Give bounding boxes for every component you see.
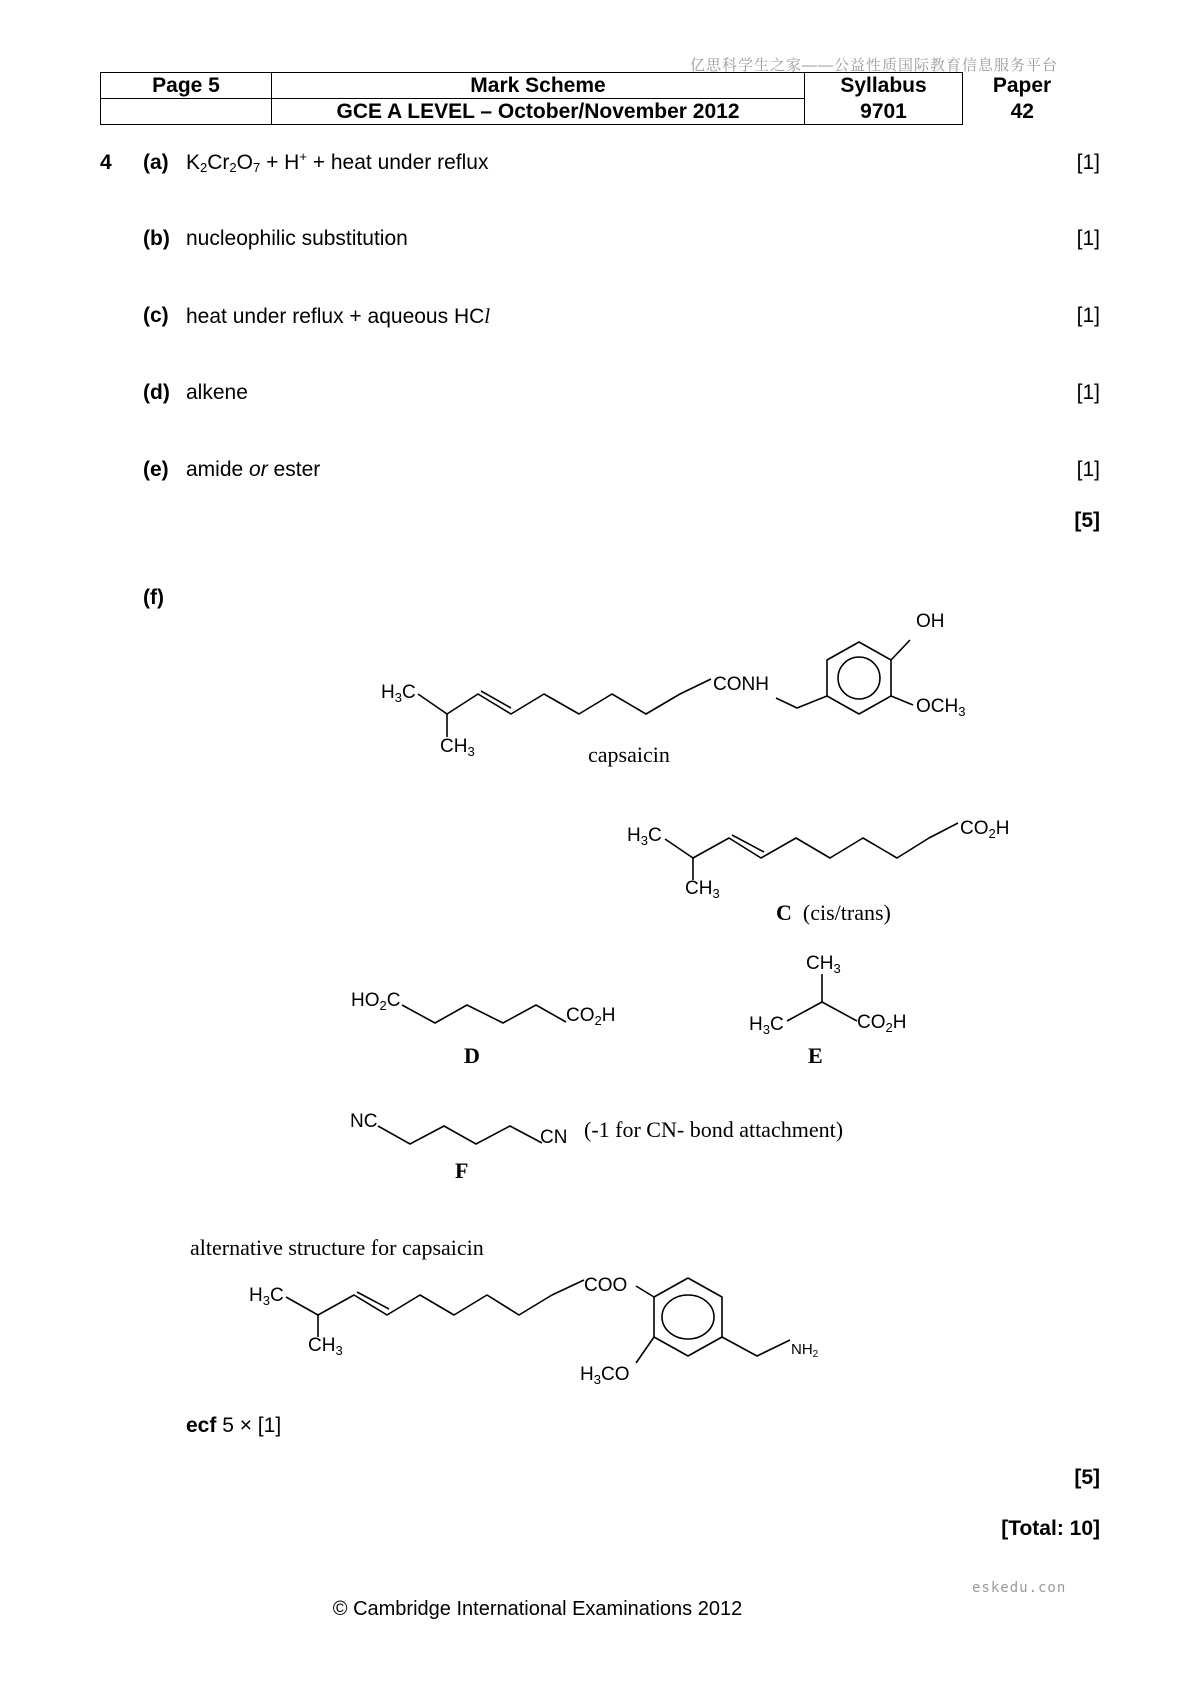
ecf-rest: 5 × [1] xyxy=(216,1414,282,1437)
alt-structure-caption: alternative structure for capsaicin xyxy=(190,1235,484,1260)
part-d-label: (d) xyxy=(143,381,170,404)
structure-d-ho2c: $HO_2C$ xyxy=(351,990,401,1013)
part-e-text-b: ester xyxy=(267,458,321,481)
structure-c-co2h: $CO_2H$ xyxy=(960,818,1010,841)
structure-c-ch3: $CH_3$ xyxy=(685,878,720,901)
capsaicin-structure xyxy=(418,640,913,737)
part-b-text: nucleophilic substitution xyxy=(186,227,408,250)
capsaicin-h3c: $H_3C$ xyxy=(381,682,416,705)
part-f-label: (f) xyxy=(143,586,164,609)
watermark-bottom: eskedu.con xyxy=(972,1580,1067,1596)
structure-d xyxy=(402,1005,566,1023)
structure-e-ch3: $CH_3$ xyxy=(806,953,841,976)
header-page: Page 5 xyxy=(101,73,272,99)
structure-e-label: E xyxy=(808,1043,823,1068)
part-b-label: (b) xyxy=(143,227,170,250)
part-b-mark: [1] xyxy=(1076,227,1100,250)
structure-f-label: F xyxy=(455,1158,469,1183)
part-d-mark: [1] xyxy=(1076,381,1100,404)
structure-f xyxy=(378,1126,542,1144)
header-syllabus-label: Syllabus xyxy=(805,73,963,99)
header-paper: 42 xyxy=(1010,100,1034,123)
capsaicin-och3: $OCH_3$ xyxy=(916,696,966,719)
part-d-text: alkene xyxy=(186,381,248,404)
part-e-text-or: or xyxy=(249,458,268,481)
total: [Total: 10] xyxy=(1001,1517,1100,1540)
capsaicin-conh: CONH xyxy=(713,674,769,695)
ecf-line xyxy=(186,1413,281,1439)
structure-e xyxy=(787,974,857,1021)
capsaicin-name: capsaicin xyxy=(588,742,670,767)
structure-e-h3c: $H_3C$ xyxy=(749,1014,784,1037)
part-a-label: (a) xyxy=(143,151,169,174)
structure-d-co2h: $CO_2H$ xyxy=(566,1005,616,1028)
structure-c-h3c: $H_3C$ xyxy=(627,825,662,848)
part-c-text-main: heat under reflux + aqueous HC xyxy=(186,305,485,328)
structure-f-note: (-1 for CN- bond attachment) xyxy=(584,1117,844,1142)
header-paper-label: Paper xyxy=(992,74,1052,97)
part-c-text-l: l xyxy=(484,304,491,328)
part-e-text-a: amide xyxy=(186,458,250,481)
part-c-label: (c) xyxy=(143,304,169,327)
alt-ch3: $CH_3$ xyxy=(308,1335,343,1358)
structure-c-note: (cis/trans) xyxy=(802,900,891,925)
structure-c xyxy=(665,823,958,880)
header-title: Mark Scheme xyxy=(272,73,805,99)
capsaicin-ch3: $CH_3$ xyxy=(440,736,475,759)
header-subtitle: GCE A LEVEL – October/November 2012 xyxy=(272,99,805,125)
alt-h3c: $H_3C$ xyxy=(249,1285,284,1308)
part-e-label: (e) xyxy=(143,458,169,481)
footer-copyright: © Cambridge International Examinations 2012 xyxy=(332,1598,743,1620)
subtotal-2: [5] xyxy=(1074,1466,1100,1489)
structure-f-nc: NC xyxy=(350,1111,378,1132)
header-syllabus: 9701 xyxy=(805,99,963,125)
structure-e-co2h: $CO_2H$ xyxy=(857,1012,907,1035)
question-number: 4 xyxy=(100,151,112,174)
subtotal-1: [5] xyxy=(1074,509,1100,532)
part-c-mark: [1] xyxy=(1076,304,1100,327)
part-a-text: $K_2Cr_2O_7 + H^+$ + heat under reflux xyxy=(186,149,489,175)
capsaicin-oh: OH xyxy=(916,611,945,632)
alt-h3co: $H_3CO$ xyxy=(580,1364,630,1387)
alternative-capsaicin-structure xyxy=(286,1278,790,1363)
watermark-top: 亿思科学生之家——公益性质国际教育信息服务平台 xyxy=(690,57,1059,74)
structure-f-cn: CN xyxy=(540,1127,568,1148)
part-a-mark: [1] xyxy=(1076,151,1100,174)
structure-d-label: D xyxy=(464,1043,480,1068)
part-e-mark: [1] xyxy=(1076,458,1100,481)
structure-c-label: C xyxy=(776,900,792,925)
structure-c-caption xyxy=(776,900,891,926)
alt-coo: COO xyxy=(584,1275,628,1296)
alt-nh2: $NH_2$ xyxy=(791,1341,819,1360)
ecf-bold: ecf xyxy=(186,1414,217,1437)
